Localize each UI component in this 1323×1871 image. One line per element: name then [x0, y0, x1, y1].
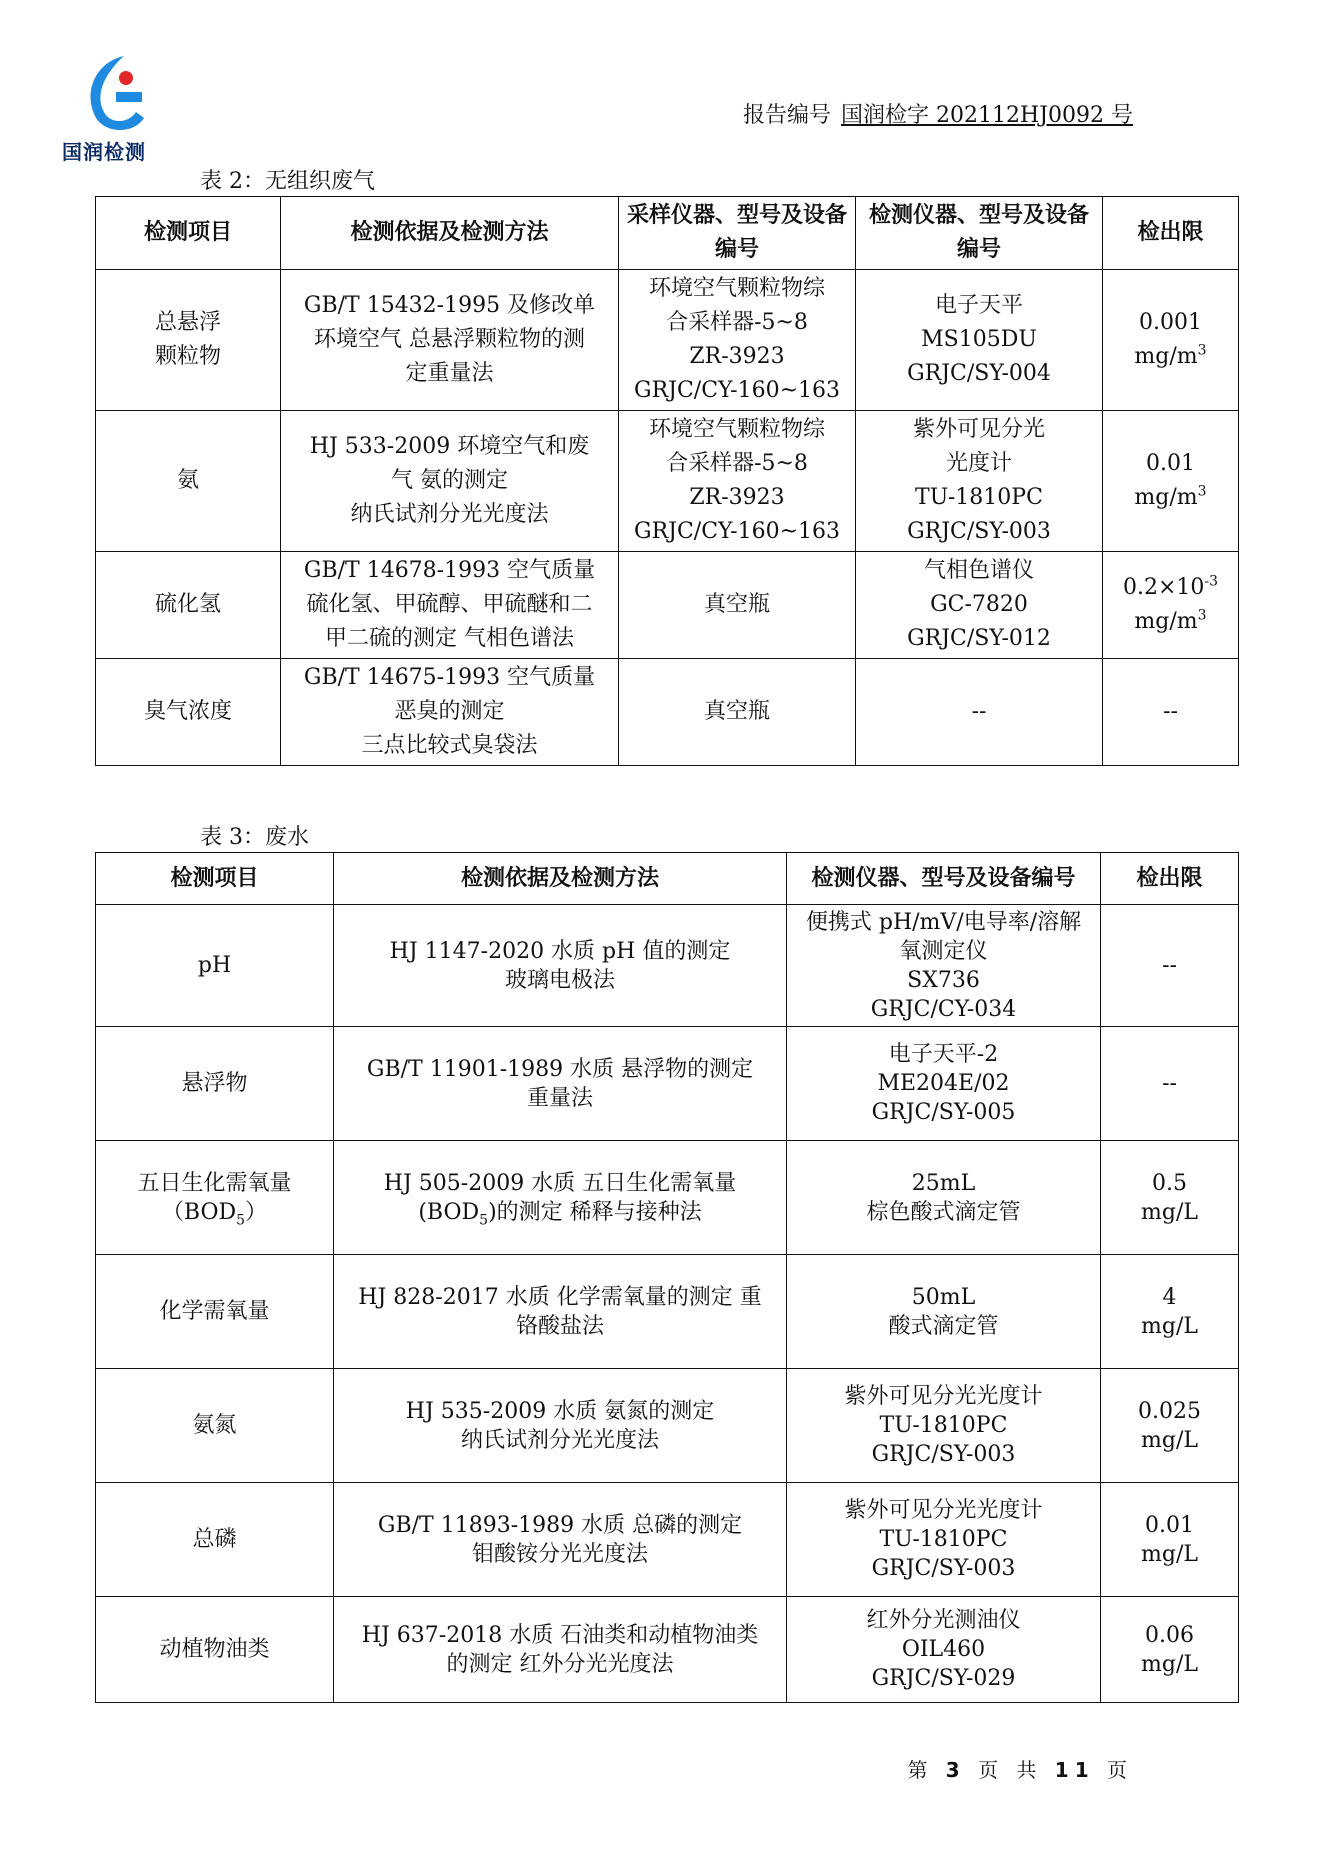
limit-value: 0.01 [1146, 451, 1195, 476]
cell-sampler-line: 环境空气颗粒物综 [648, 417, 825, 442]
cell-instrument-line: GRJC/SY-003 [871, 1442, 1016, 1467]
cell-instrument-line: 紫外可见分光光度计 [844, 1384, 1043, 1409]
cell-method-line: GB/T 11893-1989 水质 总磷的测定 [377, 1512, 743, 1538]
cell-method-line: 的测定 红外分光光度法 [446, 1651, 674, 1677]
report-number [743, 98, 1133, 129]
cell-method-line: 铬酸盐法 [515, 1313, 604, 1339]
cell-method-line: GB/T 11901-1989 水质 悬浮物的测定 [366, 1056, 754, 1082]
cell-limit [1103, 411, 1239, 552]
table3-wastewater [95, 852, 1239, 1703]
cell-item [96, 1369, 334, 1483]
cell-instrument-line: 便携式 pH/mV/电导率/溶解 [805, 909, 1082, 935]
table-row [96, 552, 1239, 659]
cell-item-line: 臭气浓度 [143, 699, 232, 724]
cell-instrument-line: 电子天平 [934, 293, 1023, 318]
cell-instrument-line: 酸式滴定管 [888, 1313, 999, 1339]
logo-mark-icon [76, 52, 156, 136]
cell-limit-line: 0.5 [1152, 1170, 1187, 1196]
table2-exhaust-gas [95, 196, 1239, 766]
limit-value: 0.001 [1139, 310, 1202, 335]
cell-limit [1101, 1597, 1239, 1703]
cell-method-line: 纳氏试剂分光光度法 [350, 502, 549, 527]
cell-sampler [619, 659, 856, 766]
cell-item-line: 化学需氧量 [159, 1299, 270, 1324]
table2-header-method: 检测依据及检测方法 [281, 197, 619, 270]
limit-value: -- [1163, 699, 1178, 724]
cell-item [96, 659, 281, 766]
cell-instrument-line: 紫外可见分光光度计 [844, 1498, 1043, 1523]
table3-header-method: 检测依据及检测方法 [334, 853, 787, 905]
cell-item [96, 552, 281, 659]
limit-unit: $mg/m^3$ [1134, 607, 1207, 634]
cell-instrument-line: SX736 [907, 967, 980, 993]
cell-item-line: 氨氮 [192, 1413, 237, 1438]
cell-item [96, 1027, 334, 1141]
footer-suffix: 页 [1107, 1758, 1133, 1782]
page-footer [907, 1754, 1133, 1783]
cell-instrument-line: GRJC/SY-004 [907, 361, 1051, 386]
limit-value: $0.2\times 10^{-3}$ [1122, 573, 1219, 600]
cell-instrument [787, 905, 1101, 1027]
cell-instrument [856, 411, 1103, 552]
cell-item: 五日生化需氧量 $(BOD_5)$ [96, 1141, 334, 1255]
cell-instrument-line: GRJC/SY-003 [907, 519, 1051, 544]
table2-header-limit: 检出限 [1103, 197, 1239, 270]
cell-method [334, 1483, 787, 1597]
cell-instrument-line: 红外分光测油仪 [866, 1608, 1021, 1633]
cell-instrument [787, 1483, 1101, 1597]
cell-item-line: 颗粒物 [154, 344, 221, 369]
cell-sampler-line: 真空瓶 [703, 592, 770, 617]
cell-instrument [787, 1255, 1101, 1369]
cell-sampler-line: 环境空气颗粒物综 [648, 276, 825, 301]
cell-method [334, 1027, 787, 1141]
cell-instrument [787, 1369, 1101, 1483]
cell-method-line: HJ 637-2018 水质 石油类和动植物油类 [361, 1622, 759, 1648]
report-number-value: 国润检字 202112HJ0092 号 [841, 103, 1133, 128]
cell-limit-line: 0.01 [1145, 1512, 1194, 1538]
cell-item-line: 动植物油类 [159, 1637, 270, 1662]
cell-method-line: HJ 1147-2020 水质 pH 值的测定 [389, 938, 731, 964]
cell-instrument-line: 光度计 [945, 451, 1012, 476]
cell-method-line: GB/T 14678-1993 空气质量 [303, 558, 596, 583]
table-row [96, 1255, 1239, 1369]
cell-method-line: 重量法 [526, 1085, 593, 1111]
cell-instrument-line: 50mL [911, 1284, 976, 1310]
cell-method-line: 钼酸铵分光光度法 [471, 1541, 648, 1567]
cell-method [334, 1255, 787, 1369]
footer-mid: 页 共 [978, 1758, 1043, 1782]
table-row [96, 270, 1239, 411]
cell-limit [1101, 1483, 1239, 1597]
cell-method [281, 411, 619, 552]
cell-instrument-line: GRJC/SY-005 [871, 1100, 1016, 1125]
cell-limit-line: -- [1162, 1071, 1177, 1096]
cell-method-line: 定重量法 [405, 361, 494, 386]
cell-method: HJ 505-2009 水质 五日生化需氧量 $(BOD_5)$的测定 稀释与接种法 [334, 1141, 787, 1255]
cell-item [96, 411, 281, 552]
cell-limit [1101, 1369, 1239, 1483]
report-number-label: 报告编号 [743, 103, 832, 128]
limit-unit: $mg/m^3$ [1134, 342, 1207, 369]
cell-instrument-line: TU-1810PC [879, 1527, 1008, 1552]
table3-header-instrument: 检测仪器、型号及设备编号 [787, 853, 1101, 905]
cell-sampler-line: 合采样器-5~8 [666, 310, 808, 335]
cell-method-line: 硫化氢、甲硫醇、甲硫醚和二 [306, 592, 593, 617]
cell-method-line: GB/T 14675-1993 空气质量 [303, 665, 596, 690]
table3-caption: 表 3：废水 [200, 825, 309, 850]
cell-item [96, 905, 334, 1027]
cell-instrument-line: 25mL [911, 1170, 976, 1196]
table-row [96, 411, 1239, 552]
cell-method-line: 气 氨的测定 [391, 468, 508, 493]
cell-sampler-line: 真空瓶 [703, 699, 770, 724]
cell-method [334, 1597, 787, 1703]
cell-instrument-line: ME204E/02 [877, 1071, 1010, 1096]
cell-instrument-line: 氧测定仪 [899, 938, 988, 964]
cell-instrument-line: MS105DU [921, 327, 1037, 352]
cell-limit-line: -- [1162, 953, 1177, 978]
table2-header-row [96, 197, 1239, 270]
cell-instrument-line: OIL460 [901, 1637, 986, 1662]
cell-method [334, 905, 787, 1027]
table3-header-row [96, 853, 1239, 905]
cell-instrument-line: TU-1810PC [879, 1413, 1008, 1438]
cell-limit-line: mg/L [1141, 1427, 1198, 1453]
cell-instrument-line: TU-1810PC [915, 485, 1043, 510]
cell-instrument-line: 棕色酸式滴定管 [866, 1199, 1021, 1225]
cell-limit-line: mg/L [1141, 1651, 1198, 1677]
cell-method [334, 1369, 787, 1483]
cell-method [281, 270, 619, 411]
cell-sampler-line: GRJC/CY-160~163 [634, 378, 840, 403]
cell-sampler-line: ZR-3923 [689, 344, 785, 369]
cell-item-line: 总磷 [192, 1527, 237, 1552]
cell-method-line: 三点比较式臭袋法 [361, 733, 538, 758]
cell-limit [1101, 1255, 1239, 1369]
table2-header-sampler: 采样仪器、型号及设备编号 [619, 197, 856, 270]
cell-sampler [619, 270, 856, 411]
cell-item [96, 1255, 334, 1369]
cell-method-line: GB/T 15432-1995 及修改单 [303, 293, 596, 318]
cell-instrument-line: 电子天平-2 [888, 1042, 999, 1067]
cell-instrument-line: GC-7820 [930, 592, 1028, 617]
cell-item-line: pH [197, 953, 232, 978]
cell-limit [1101, 1027, 1239, 1141]
cell-method-line: 恶臭的测定 [394, 699, 505, 724]
cell-method-line: 环境空气 总悬浮颗粒物的测 [314, 327, 585, 352]
cell-limit-line: 4 [1162, 1284, 1177, 1310]
cell-instrument-line: GRJC/SY-012 [907, 626, 1051, 651]
table2-header-instrument: 检测仪器、型号及设备编号 [856, 197, 1103, 270]
cell-instrument [856, 552, 1103, 659]
cell-instrument-line: GRJC/SY-003 [871, 1556, 1016, 1581]
cell-instrument-line: GRJC/SY-029 [871, 1666, 1016, 1691]
cell-instrument-line: GRJC/CY-034 [870, 996, 1017, 1022]
cell-limit [1103, 659, 1239, 766]
cell-method [281, 552, 619, 659]
table-row [96, 1597, 1239, 1703]
cell-item-line: 硫化氢 [154, 592, 221, 617]
table-row [96, 1483, 1239, 1597]
table-row [96, 905, 1239, 1027]
cell-limit-line: 0.025 [1138, 1398, 1201, 1424]
limit-unit: $mg/m^3$ [1134, 483, 1207, 510]
table-row [96, 659, 1239, 766]
page-number: 3 [945, 1758, 966, 1782]
cell-item [96, 270, 281, 411]
cell-sampler [619, 411, 856, 552]
cell-sampler-line: ZR-3923 [689, 485, 785, 510]
cell-method-line: HJ 533-2009 环境空气和废 [309, 434, 590, 459]
cell-method-line: 甲二硫的测定 气相色谱法 [325, 626, 574, 651]
cell-item-line: 总悬浮 [154, 310, 221, 335]
cell-item [96, 1483, 334, 1597]
table-row [96, 1369, 1239, 1483]
table-row [96, 1141, 1239, 1255]
cell-limit [1103, 552, 1239, 659]
cell-instrument-line: 气相色谱仪 [923, 558, 1034, 583]
cell-method-line: HJ 535-2009 水质 氨氮的测定 [405, 1398, 715, 1424]
cell-limit-line: 0.06 [1145, 1622, 1194, 1648]
cell-limit-line: mg/L [1141, 1313, 1198, 1339]
cell-sampler-line: 合采样器-5~8 [666, 451, 808, 476]
cell-instrument [856, 659, 1103, 766]
cell-method [281, 659, 619, 766]
cell-sampler-line: GRJC/CY-160~163 [634, 519, 840, 544]
footer-prefix: 第 [907, 1758, 934, 1782]
company-logo [62, 52, 172, 164]
cell-limit [1103, 270, 1239, 411]
cell-limit [1101, 905, 1239, 1027]
cell-method-line: 纳氏试剂分光光度法 [460, 1427, 659, 1453]
logo-text: 国润检测 [62, 140, 146, 164]
total-pages: 11 [1054, 1758, 1095, 1782]
cell-sampler [619, 552, 856, 659]
cell-item-line: 悬浮物 [181, 1071, 248, 1096]
cell-method-line: HJ 828-2017 水质 化学需氧量的测定 重 [358, 1284, 762, 1310]
cell-instrument [787, 1027, 1101, 1141]
cell-instrument [856, 270, 1103, 411]
cell-instrument [787, 1597, 1101, 1703]
table3-header-limit: 检出限 [1101, 853, 1239, 905]
table3-header-item: 检测项目 [96, 853, 334, 905]
cell-method-line: 玻璃电极法 [504, 967, 615, 993]
cell-limit-line: mg/L [1141, 1541, 1198, 1567]
cell-instrument-line: 紫外可见分光 [912, 417, 1045, 442]
table-row [96, 1027, 1239, 1141]
cell-limit-line: mg/L [1141, 1199, 1198, 1225]
table2-caption: 表 2：无组织废气 [200, 169, 375, 194]
cell-instrument [787, 1141, 1101, 1255]
table2-header-item: 检测项目 [96, 197, 281, 270]
cell-limit [1101, 1141, 1239, 1255]
cell-instrument-line: -- [971, 699, 987, 724]
cell-item-line: 氨 [176, 468, 199, 493]
cell-item [96, 1597, 334, 1703]
